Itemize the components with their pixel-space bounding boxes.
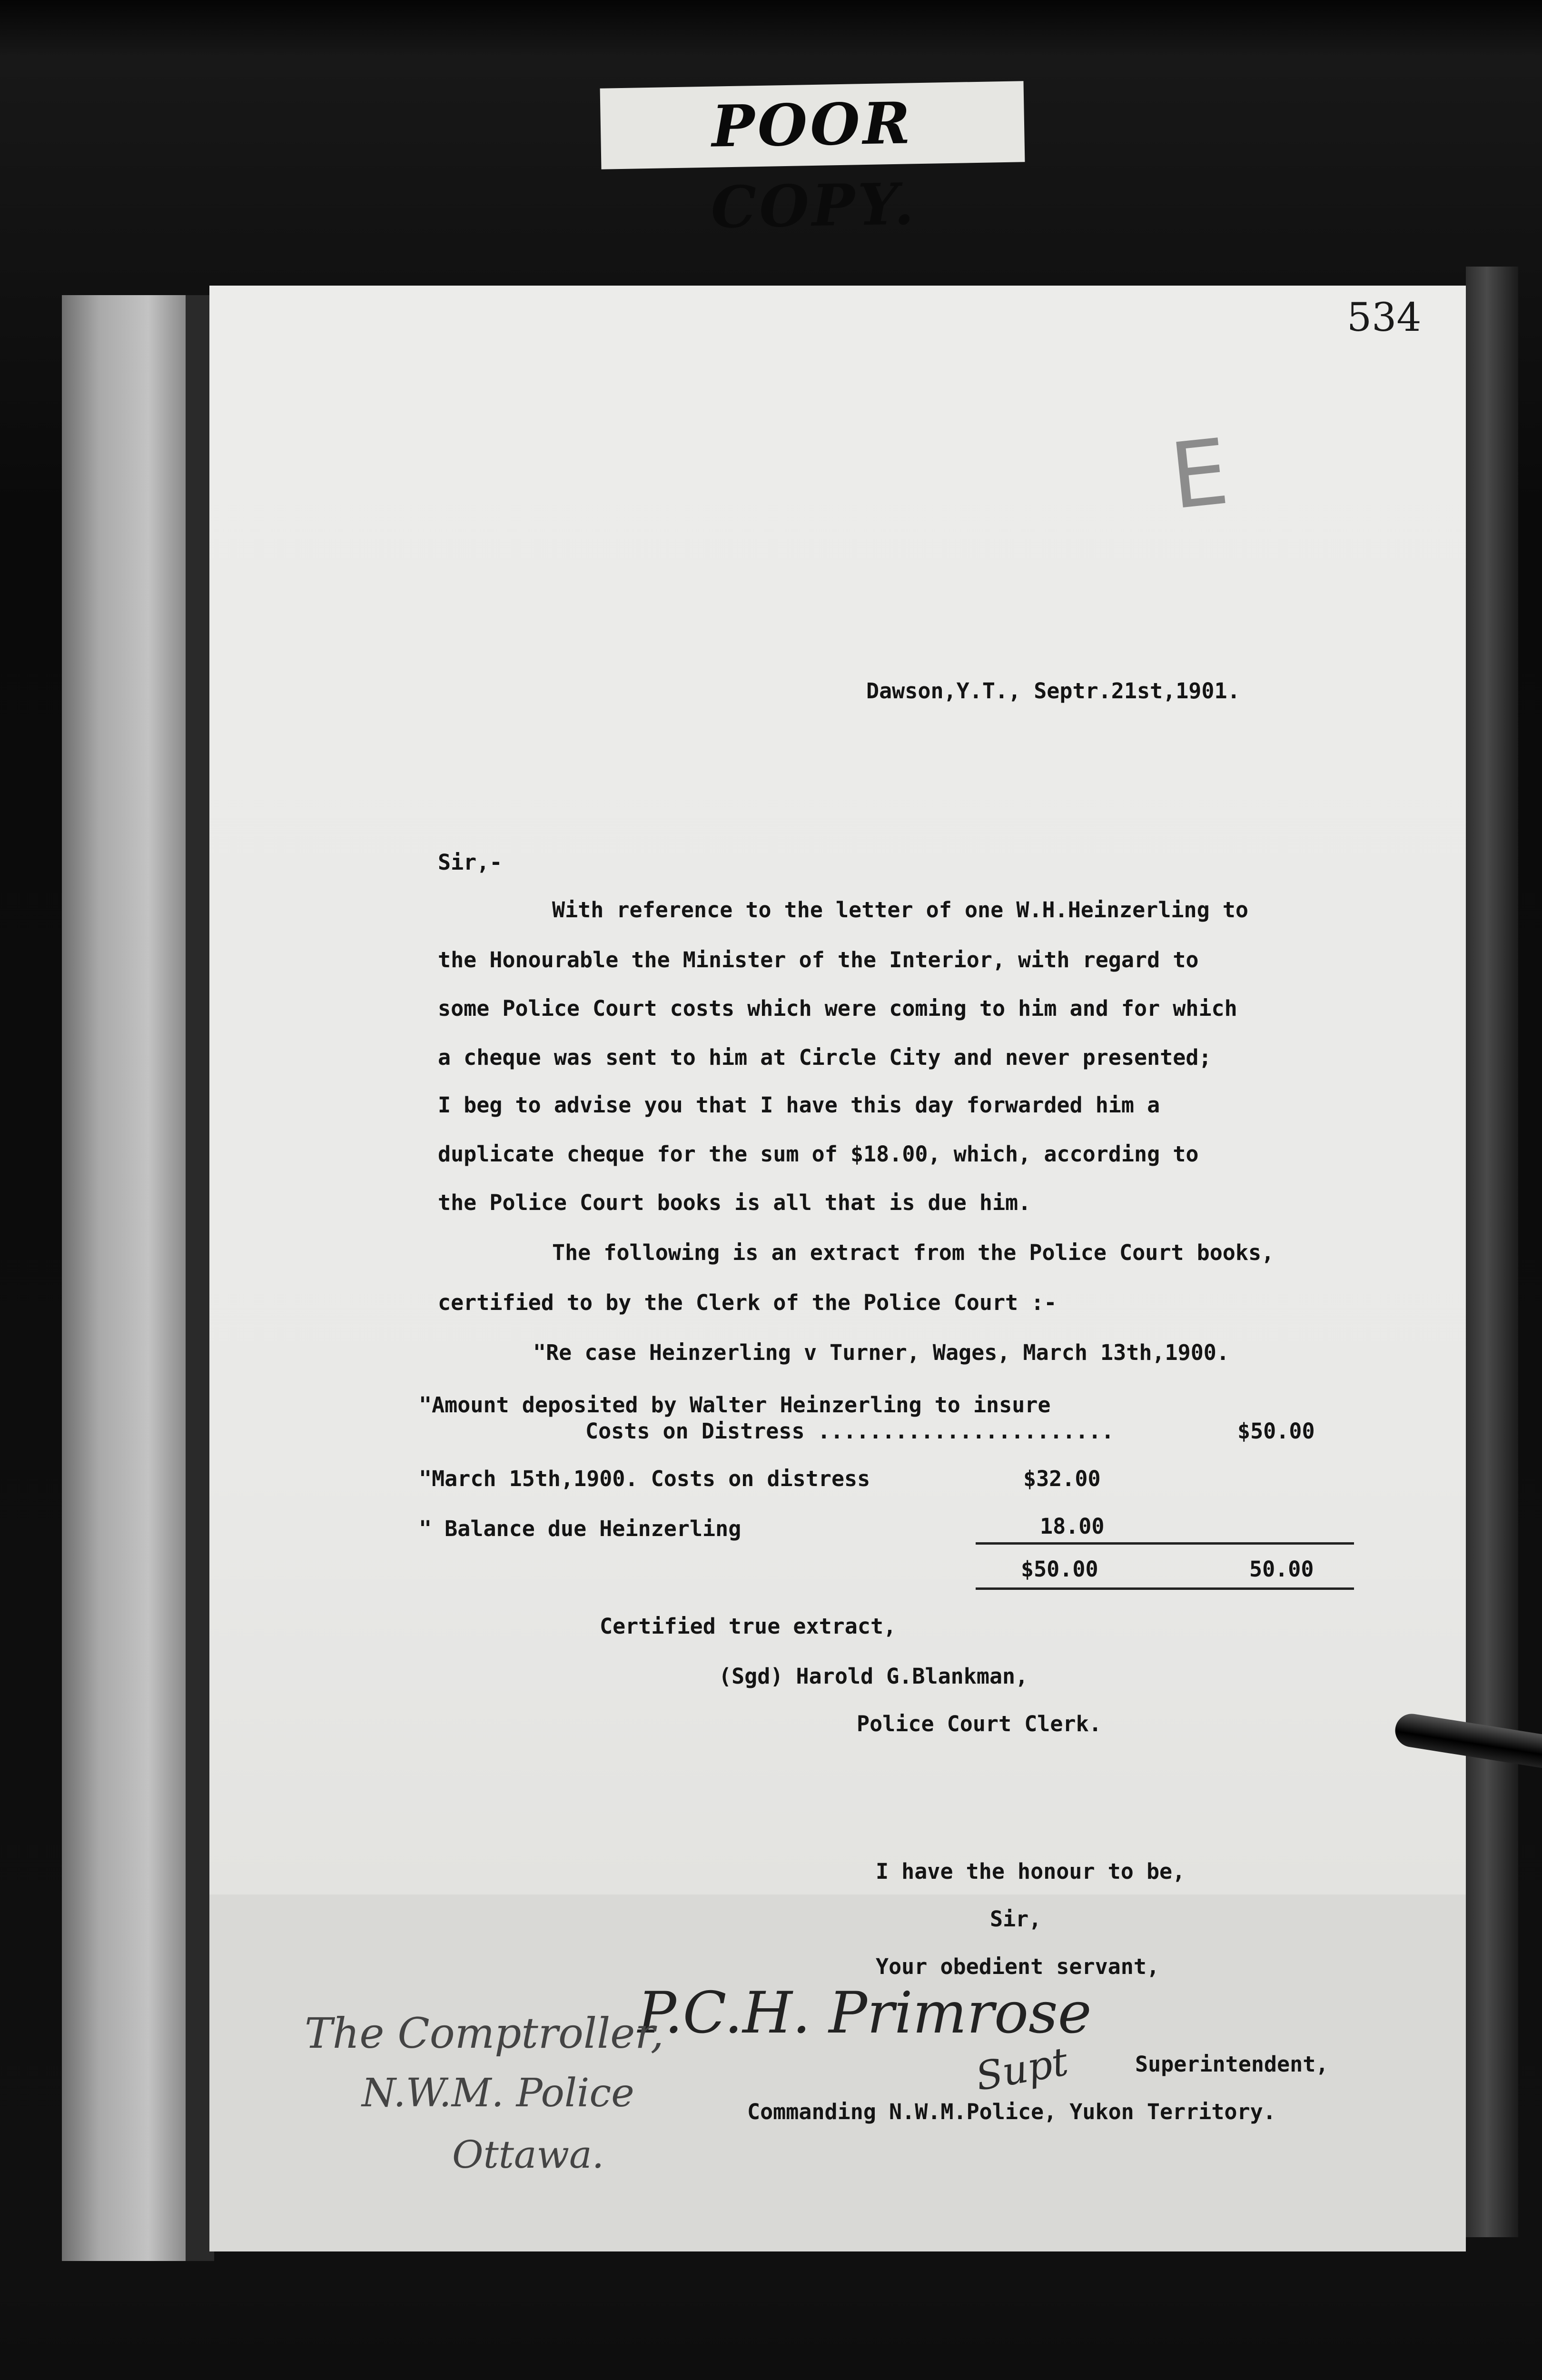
closing-line: Your obedient servant, <box>876 1954 1160 1979</box>
poor-copy-label: POOR COPY. <box>600 81 1025 169</box>
handwritten-addressee: Ottawa. <box>452 2132 604 2177</box>
ledger-amount: $50.00 <box>1237 1418 1315 1444</box>
body-line: the Honourable the Minister of the Interior, with regard to <box>438 947 1199 972</box>
certification-line: Police Court Clerk. <box>857 1711 1102 1736</box>
page-number: 534 <box>1347 295 1422 340</box>
body-line: a cheque was sent to him at Circle City and never presented; <box>438 1045 1212 1070</box>
right-book-edge <box>1466 267 1518 2237</box>
ledger-rule <box>976 1587 1354 1590</box>
handwritten-suffix: Supt <box>972 2039 1072 2100</box>
closing-line: Sir, <box>990 1906 1042 1932</box>
ledger-row-label: " Balance due Heinzerling <box>419 1516 741 1541</box>
body-line: With reference to the letter of one W.H.Heinzerling to <box>552 897 1248 922</box>
body-line: some Police Court costs which were coming to him and for which <box>438 996 1237 1021</box>
closing-line: I have the honour to be, <box>876 1859 1186 1884</box>
letter-page <box>209 286 1466 2251</box>
stamp-letter: E <box>1165 419 1234 530</box>
ledger-total: 50.00 <box>1249 1557 1314 1582</box>
body-line: the Police Court books is all that is due him. <box>438 1190 1031 1215</box>
salutation: Sir,- <box>438 850 503 875</box>
body-line: duplicate cheque for the sum of $18.00, which, according to <box>438 1141 1199 1167</box>
body-line: "Re case Heinzerling v Turner, Wages, March 13th,1900. <box>533 1340 1229 1365</box>
handwritten-signature: P.C.H. Primrose <box>638 1980 1092 2046</box>
handwritten-addressee: N.W.M. Police <box>362 2071 634 2116</box>
ledger-row-label: "March 15th,1900. Costs on distress <box>419 1466 870 1491</box>
signatory-title: Superintendent, <box>1135 2052 1329 2077</box>
ledger-amount: 18.00 <box>1040 1514 1105 1539</box>
ledger-row-label: "Amount deposited by Walter Heinzerling to insure <box>419 1392 1051 1418</box>
body-line: I beg to advise you that I have this day forwarded him a <box>438 1092 1160 1118</box>
ledger-row-label: Costs on Distress ....................... <box>585 1418 1114 1444</box>
dateline: Dawson,Y.T., Septr.21st,1901. <box>866 678 1240 704</box>
certification-line: Certified true extract, <box>600 1614 897 1639</box>
ledger-amount: $32.00 <box>1023 1466 1101 1491</box>
handwritten-addressee: The Comptroller, <box>305 2009 664 2058</box>
left-page-edge <box>62 295 186 2261</box>
ledger-total: $50.00 <box>1021 1557 1098 1582</box>
signatory-title: Commanding N.W.M.Police, Yukon Territory. <box>747 2099 1276 2124</box>
ledger-rule <box>976 1542 1354 1545</box>
body-line: The following is an extract from the Police Court books, <box>552 1240 1275 1265</box>
certification-line: (Sgd) Harold G.Blankman, <box>719 1664 1028 1689</box>
body-line: certified to by the Clerk of the Police Court :- <box>438 1290 1057 1315</box>
